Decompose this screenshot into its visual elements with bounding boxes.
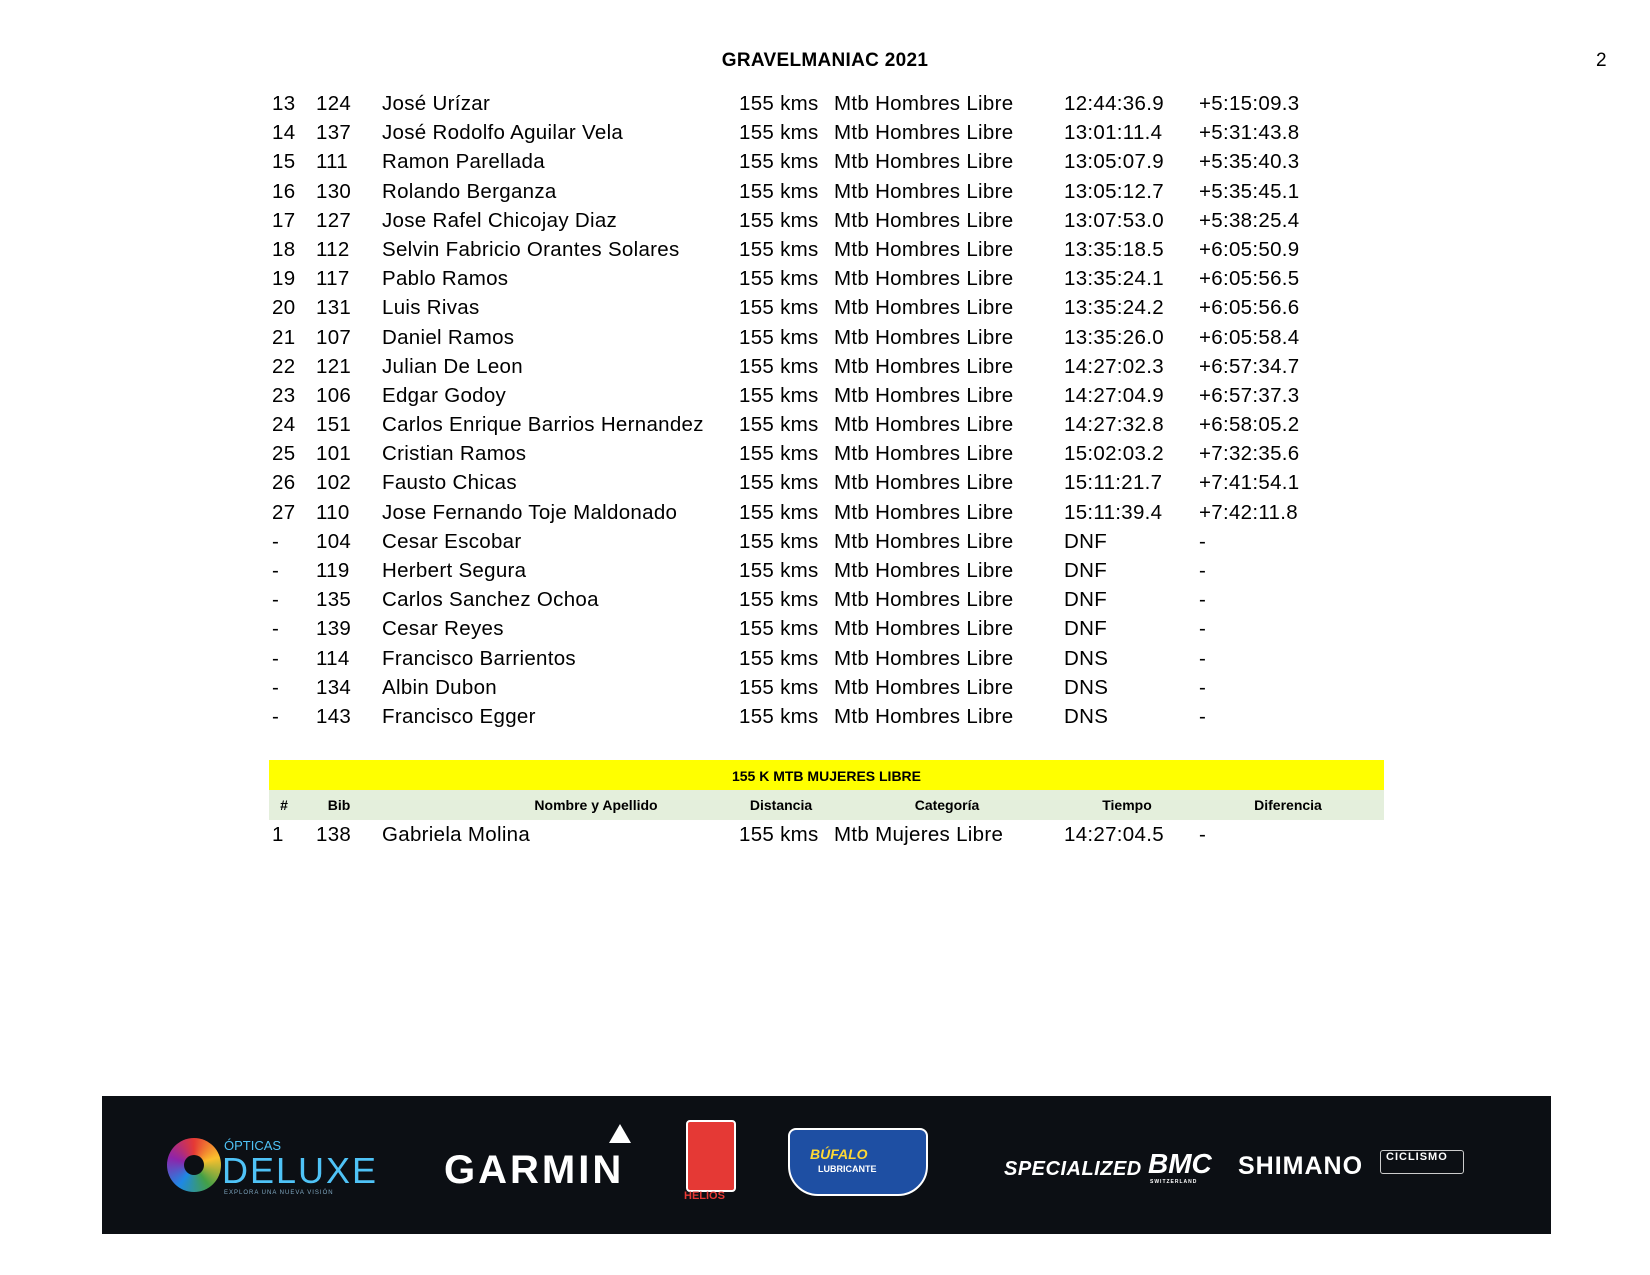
deluxe-tagline: EXPLORA UNA NUEVA VISIÓN [224, 1190, 334, 1196]
cell-time: DNS [1064, 704, 1109, 728]
cell-name: Carlos Sanchez Ochoa [382, 588, 599, 612]
cell-category: Mtb Hombres Libre [834, 413, 1014, 437]
cell-position: - [272, 559, 280, 582]
cell-time: 13:05:12.7 [1064, 179, 1164, 203]
cell-difference: +5:15:09.3 [1199, 92, 1300, 115]
cell-distance: 155 kms [739, 646, 819, 670]
cell-name: Cesar Escobar [382, 529, 522, 553]
cell-category: Mtb Hombres Libre [834, 529, 1014, 553]
cell-name: Carlos Enrique Barrios Hernandez [382, 413, 704, 437]
page-title: GRAVELMANIAC 2021 [721, 50, 929, 71]
cell-bib: 110 [316, 500, 350, 524]
cell-category: Mtb Hombres Libre [834, 442, 1014, 466]
cell-name: Cristian Ramos [382, 442, 527, 466]
cell-difference: +6:05:50.9 [1199, 237, 1300, 261]
table-row [269, 206, 1389, 235]
table-row [269, 352, 1389, 381]
cell-difference: - [1199, 646, 1207, 670]
bufalo-shield-icon [788, 1128, 928, 1196]
opticas-deluxe-logo-icon [167, 1138, 221, 1192]
page-number: 2 [1596, 50, 1607, 71]
cell-category: Mtb Hombres Libre [834, 179, 1014, 203]
garmin-logo: GARMIN [444, 1148, 625, 1192]
cell-category: Mtb Hombres Libre [834, 500, 1014, 524]
cell-name: José Rodolfo Aguilar Vela [382, 121, 624, 145]
header-time: Tiempo [1102, 797, 1152, 813]
cell-position: - [272, 617, 280, 641]
cell-difference: +6:05:56.5 [1199, 267, 1300, 291]
cell-distance: 155 kms [739, 121, 819, 145]
bufalo-label: BÚFALO [810, 1146, 868, 1162]
header-difference: Diferencia [1254, 797, 1322, 813]
cell-position: - [272, 704, 280, 728]
cell-distance: 155 kms [739, 442, 819, 466]
cell-position: 26 [272, 471, 296, 495]
cell-time: 12:44:36.9 [1064, 92, 1164, 115]
cell-bib: 111 [316, 150, 349, 174]
header-row [269, 790, 1384, 820]
cell-difference: - [1199, 617, 1207, 641]
cell-bib: 117 [316, 267, 350, 291]
cell-difference: - [1199, 823, 1207, 846]
cell-position: 21 [272, 325, 296, 349]
table-row [269, 147, 1389, 176]
cell-distance: 155 kms [739, 325, 819, 349]
cell-distance: 155 kms [739, 500, 819, 524]
table-row [269, 614, 1389, 643]
cell-name: Ramon Parellada [382, 150, 545, 174]
garmin-triangle-icon [609, 1124, 631, 1143]
cell-category: Mtb Hombres Libre [834, 559, 1014, 582]
cell-difference: +6:57:34.7 [1199, 354, 1300, 378]
cell-bib: 135 [316, 588, 352, 612]
cell-name: Cesar Reyes [382, 617, 504, 641]
table-row [269, 820, 1389, 849]
cell-distance: 155 kms [739, 559, 819, 582]
cell-bib: 101 [316, 442, 352, 466]
table-row [269, 235, 1389, 264]
table-row [269, 293, 1389, 322]
cell-time: 15:11:39.4 [1064, 500, 1163, 524]
deluxe-label: DELUXE [222, 1150, 379, 1191]
cell-category: Mtb Hombres Libre [834, 121, 1014, 145]
cell-time: 13:05:07.9 [1064, 150, 1164, 174]
cell-position: - [272, 646, 280, 670]
cell-distance: 155 kms [739, 617, 819, 641]
ciclismo-label: CICLISMO [1386, 1151, 1448, 1163]
sponsor-bar [102, 1096, 1551, 1234]
cell-distance: 155 kms [739, 354, 819, 378]
table-row [269, 498, 1389, 527]
cell-bib: 107 [316, 325, 352, 349]
cell-bib: 143 [316, 704, 352, 728]
cell-time: 13:35:24.2 [1064, 296, 1164, 320]
cell-position: 23 [272, 383, 296, 407]
cell-difference: +5:35:45.1 [1199, 179, 1300, 203]
cell-time: 15:02:03.2 [1064, 442, 1164, 466]
cell-distance: 155 kms [739, 471, 819, 495]
cell-name: Rolando Berganza [382, 179, 557, 203]
cell-category: Mtb Hombres Libre [834, 150, 1014, 174]
cell-time: 14:27:04.9 [1064, 383, 1164, 407]
header-category: Categoría [914, 797, 980, 813]
table-row [269, 702, 1389, 731]
cell-distance: 155 kms [739, 92, 819, 115]
cell-bib: 104 [316, 529, 352, 553]
table-row [269, 527, 1389, 556]
cell-difference: +7:42:11.8 [1199, 500, 1298, 524]
helios-label: HELIOS [684, 1190, 725, 1202]
cell-name: Albin Dubon [382, 675, 497, 699]
table-row [269, 673, 1389, 702]
cell-distance: 155 kms [739, 529, 819, 553]
cell-time: DNF [1064, 588, 1108, 612]
cell-distance: 155 kms [739, 588, 819, 612]
cell-time: DNF [1064, 559, 1108, 582]
cell-difference: +6:05:56.6 [1199, 296, 1300, 320]
cell-bib: 137 [316, 121, 352, 145]
cell-category: Mtb Hombres Libre [834, 92, 1014, 115]
cell-position: - [272, 529, 280, 553]
cell-bib: 112 [316, 237, 350, 261]
cell-category: Mtb Hombres Libre [834, 354, 1014, 378]
table-row [269, 410, 1389, 439]
cell-distance: 155 kms [739, 704, 819, 728]
cell-distance: 155 kms [739, 237, 819, 261]
cell-bib: 134 [316, 675, 352, 699]
cell-distance: 155 kms [739, 179, 819, 203]
cell-bib: 124 [316, 92, 352, 115]
cell-name: Selvin Fabricio Orantes Solares [382, 237, 680, 261]
table-row [269, 177, 1389, 206]
header-name: Nombre y Apellido [534, 797, 658, 813]
cell-position: 22 [272, 354, 296, 378]
cell-category: Mtb Hombres Libre [834, 325, 1014, 349]
cell-distance: 155 kms [739, 208, 819, 232]
cell-difference: - [1199, 588, 1207, 612]
cell-difference: - [1199, 704, 1207, 728]
cell-name: Francisco Egger [382, 704, 536, 728]
cell-time: 13:35:18.5 [1064, 237, 1164, 261]
cell-time: 14:27:04.5 [1064, 823, 1164, 846]
cell-time: 13:07:53.0 [1064, 208, 1164, 232]
cell-distance: 155 kms [739, 675, 819, 699]
cell-category: Mtb Hombres Libre [834, 471, 1014, 495]
header-distance: Distancia [749, 797, 813, 813]
table-row [269, 468, 1389, 497]
cell-time: 13:01:11.4 [1064, 121, 1163, 145]
bufalo-sub-label: LUBRICANTE [818, 1164, 877, 1174]
helios-logo-icon [686, 1120, 736, 1192]
cell-category: Mtb Hombres Libre [834, 704, 1014, 728]
cell-bib: 151 [316, 413, 352, 437]
cell-name: Francisco Barrientos [382, 646, 576, 670]
cell-name: Gabriela Molina [382, 823, 531, 846]
cell-difference: - [1199, 529, 1207, 553]
cell-position: 24 [272, 413, 296, 437]
cell-bib: 127 [316, 208, 352, 232]
cell-position: 13 [272, 92, 296, 115]
cell-distance: 155 kms [739, 267, 819, 291]
table-row [269, 644, 1389, 673]
cell-category: Mtb Hombres Libre [834, 296, 1014, 320]
cell-position: 20 [272, 296, 296, 320]
cell-name: José Urízar [382, 92, 491, 115]
cell-name: Julian De Leon [382, 354, 523, 378]
table-row [269, 118, 1389, 147]
table-row [269, 556, 1389, 585]
cell-position: 18 [272, 237, 296, 261]
cell-time: 15:11:21.7 [1064, 471, 1163, 495]
cell-name: Edgar Godoy [382, 383, 507, 407]
cell-bib: 138 [316, 823, 352, 846]
cell-difference: +5:38:25.4 [1199, 208, 1300, 232]
table-row [269, 323, 1389, 352]
cell-time: 14:27:32.8 [1064, 413, 1164, 437]
cell-bib: 119 [316, 559, 350, 582]
cell-difference: +7:32:35.6 [1199, 442, 1300, 466]
cell-category: Mtb Hombres Libre [834, 383, 1014, 407]
cell-position: 25 [272, 442, 296, 466]
cell-position: 1 [272, 823, 284, 846]
cell-category: Mtb Hombres Libre [834, 267, 1014, 291]
cell-difference: +6:57:37.3 [1199, 383, 1300, 407]
cell-time: DNF [1064, 617, 1108, 641]
women-results-table [269, 820, 1389, 849]
cell-category: Mtb Hombres Libre [834, 646, 1014, 670]
cell-position: - [272, 588, 280, 612]
cell-difference: +7:41:54.1 [1199, 471, 1300, 495]
cell-time: DNS [1064, 675, 1109, 699]
cell-distance: 155 kms [739, 150, 819, 174]
cell-position: 19 [272, 267, 296, 291]
cell-position: 15 [272, 150, 296, 174]
cell-category: Mtb Hombres Libre [834, 675, 1014, 699]
cell-position: 16 [272, 179, 296, 203]
cell-category: Mtb Hombres Libre [834, 237, 1014, 261]
cell-name: Jose Fernando Toje Maldonado [382, 500, 678, 524]
cell-bib: 130 [316, 179, 352, 203]
cell-category: Mtb Mujeres Libre [834, 823, 1004, 846]
cell-position: 14 [272, 121, 296, 145]
cell-difference: - [1199, 559, 1207, 582]
cell-time: DNF [1064, 529, 1108, 553]
specialized-logo: SPECIALIZED [1004, 1158, 1142, 1180]
cell-distance: 155 kms [739, 413, 819, 437]
cell-time: 13:35:26.0 [1064, 325, 1164, 349]
cell-position: 17 [272, 208, 296, 232]
cell-distance: 155 kms [739, 383, 819, 407]
table-row [269, 264, 1389, 293]
table-row [269, 585, 1389, 614]
cell-name: Luis Rivas [382, 296, 480, 320]
table-row [269, 89, 1389, 118]
opticas-label: ÓPTICAS [224, 1138, 282, 1153]
results-table [269, 89, 1389, 731]
cell-time: DNS [1064, 646, 1109, 670]
cell-difference: +6:05:58.4 [1199, 325, 1300, 349]
cell-difference: +6:58:05.2 [1199, 413, 1300, 437]
cell-distance: 155 kms [739, 296, 819, 320]
shimano-logo: SHIMANO [1238, 1152, 1364, 1180]
cell-name: Herbert Segura [382, 559, 527, 582]
cell-time: 14:27:02.3 [1064, 354, 1164, 378]
cell-bib: 131 [316, 296, 352, 320]
bmc-sub-label: SWITZERLAND [1150, 1179, 1198, 1185]
cell-distance: 155 kms [739, 823, 819, 846]
header-bib: Bib [327, 797, 351, 813]
cell-position: 27 [272, 500, 296, 524]
cell-position: - [272, 675, 280, 699]
table-row [269, 381, 1389, 410]
cell-difference: - [1199, 675, 1207, 699]
cell-difference: +5:31:43.8 [1199, 121, 1300, 145]
cell-name: Fausto Chicas [382, 471, 517, 495]
cell-name: Pablo Ramos [382, 267, 509, 291]
cell-bib: 121 [316, 354, 352, 378]
bmc-logo: BMC [1148, 1148, 1212, 1179]
cell-bib: 139 [316, 617, 352, 641]
cell-category: Mtb Hombres Libre [834, 588, 1014, 612]
header-pos: # [280, 797, 288, 813]
cell-difference: +5:35:40.3 [1199, 150, 1300, 174]
cell-bib: 102 [316, 471, 352, 495]
cell-bib: 114 [316, 646, 350, 670]
section-title: 155 K MTB MUJERES LIBRE [269, 760, 1384, 790]
cell-name: Daniel Ramos [382, 325, 515, 349]
cell-category: Mtb Hombres Libre [834, 208, 1014, 232]
cell-bib: 106 [316, 383, 352, 407]
cell-name: Jose Rafel Chicojay Diaz [382, 208, 618, 232]
cell-time: 13:35:24.1 [1064, 267, 1164, 291]
cell-category: Mtb Hombres Libre [834, 617, 1014, 641]
table-row [269, 439, 1389, 468]
